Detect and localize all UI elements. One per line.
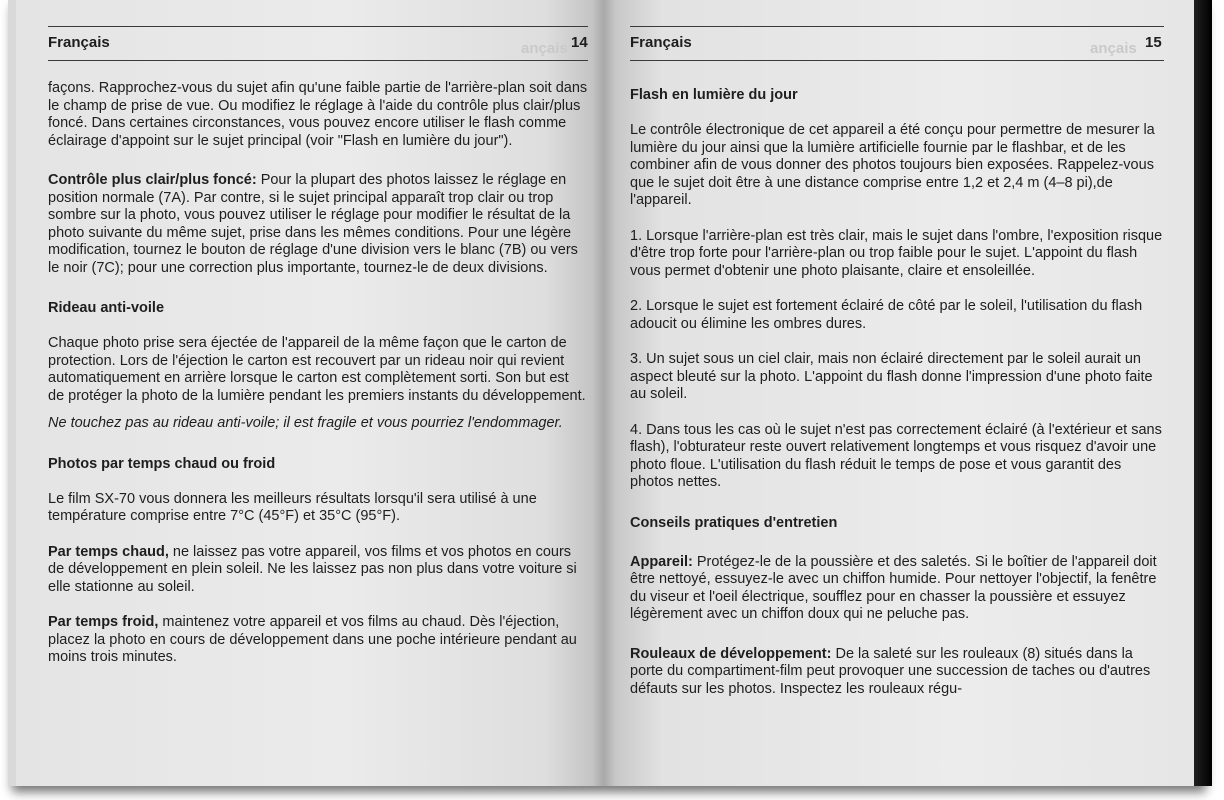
control-paragraph	[48, 172, 588, 277]
header-rule-bottom	[48, 60, 588, 61]
daylight-item-1: 1. Lorsque l'arrière-plan est très clair, mais le sujet dans l'ombre, l'exposition risque d'être trop forte pour l'arrière-plan ou trop faible pour le sujet. L'appoint du flash vous permet d'obtenir une photo plaisante, claire et ensoleillée.	[630, 227, 1163, 279]
show-through-header: ançais	[1090, 40, 1137, 57]
daylight-item-2: 2. Lorsque le sujet est fortement éclairé de côté par le soleil, l'utilisation du flash adoucit ou élimine les ombres dures.	[630, 298, 1143, 332]
hot-weather-paragraph	[48, 544, 588, 597]
curtain-heading: Rideau anti-voile	[48, 300, 165, 316]
control-text: Pour la plupart des photos laissez le réglage en position normale (7A). Par contre, si le sujet principal apparaît trop clair ou trop sombre sur la photo, vous pouvez utiliser le réglage pour modifier le résultat de la photo suivante du même sujet, prise dans les mêmes conditions. Pour une légère modification, tournez le bouton de réglage d'une division vers le blanc (7B) ou vers le noir (7C); pour une correction plus importante, tournez-le de deux divisions.	[48, 172, 578, 276]
cold-weather-paragraph	[48, 614, 588, 667]
left-page	[16, 0, 604, 786]
right-page-body	[630, 80, 1164, 698]
care-heading: Conseils pratiques d'entretien	[630, 514, 838, 531]
page-number: 15	[1145, 34, 1162, 51]
header-rule-bottom	[630, 60, 1164, 61]
daylight-heading: Flash en lumière du jour	[630, 87, 798, 103]
right-page	[604, 0, 1194, 786]
page-language-label: Français	[48, 34, 110, 51]
camera-care-label: Appareil:	[630, 553, 693, 570]
weather-body: Le film SX-70 vous donnera les meilleurs résultats lorsqu'il sera utilisé à une température comprise entre 7°C (45°F) et 35°C (95°F).	[48, 490, 537, 524]
daylight-item-3: 3. Un sujet sous un ciel clair, mais non éclairé directement par le soleil aurait un aspect bleuté sur la photo. L'appoint du flash donne l'impression d'une photo faite au soleil.	[630, 351, 1153, 402]
intro-paragraph: façons. Rapprochez-vous du sujet afin qu'une faible partie de l'arrière-plan soit dans le champ de prise de vue. Ou modifiez le réglage à l'aide du contrôle plus clair/plus foncé. Dans certaines circonstances, vous pouvez encore utiliser le flash comme éclairage d'appoint sur le sujet principal (voir "Flash en lumière du jour").	[48, 80, 588, 149]
weather-heading: Photos par temps chaud ou froid	[48, 455, 276, 472]
curtain-warning: Ne touchez pas au rideau anti-voile; il est fragile et vous pourriez l'endommager.	[48, 415, 563, 431]
rollers-paragraph	[630, 646, 1164, 699]
daylight-item-4: 4. Dans tous les cas où le sujet n'est pas correctement éclairé (à l'extérieur et sans flash), l'obturateur reste ouvert relativement longtemps et vous risquez d'avoir une photo floue. L'utilisation du flash réduit le temps de pose et vous garantit des photos nettes.	[630, 421, 1162, 490]
cold-weather-text: maintenez votre appareil et vos films au chaud. Dès l'éjection, placez la photo en cours de développement dans une poche intérieure pendant au moins trois minutes.	[48, 614, 577, 665]
header-rule-top	[48, 26, 588, 27]
hot-weather-text: ne laissez pas votre appareil, vos films et vos photos en cours de développement en plein soleil. Ne les laissez pas non plus dans votre voiture si elle stationne au soleil.	[48, 543, 577, 595]
show-through-header: ançais	[521, 40, 568, 57]
page-language-label: Français	[630, 34, 692, 51]
camera-care-text: Protégez-le de la poussière et des saletés. Si le boîtier de l'appareil doit être nettoyé, essuyez-le avec un chiffon humide. Pour nettoyer l'objectif, la fenêtre du viseur et l'oeil électrique, soufflez pour en chasser la poussière et essuyez légèrement avec un chiffon doux qui ne peluche pas.	[630, 553, 1157, 622]
hot-weather-label: Par temps chaud,	[48, 543, 169, 560]
cold-weather-label: Par temps froid,	[48, 614, 159, 630]
open-manual	[8, 0, 1202, 786]
header-rule-top	[630, 26, 1164, 27]
page-number: 14	[571, 34, 588, 51]
curtain-body: Chaque photo prise sera éjectée de l'appareil de la même façon que le carton de protection. Lors de l'éjection le carton est recouvert par un rideau noir qui revient automatiquement en arrière lorsque le carton est complètement sorti. Son but est de protéger la photo de la lumière pendant les premiers instants du développement.	[48, 335, 586, 404]
rollers-text: De la saleté sur les rouleaux (8) situés dans la porte du compartiment-film peut provoquer une succession de taches ou d'autres défauts sur les photos. Inspectez les rouleaux régu-	[630, 645, 1151, 697]
daylight-intro: Le contrôle électronique de cet appareil a été conçu pour permettre de mesurer la lumière du jour ainsi que la lumière artificielle fournie par le flashbar, et de les combiner afin de vous donner des photos toujours bien exposées. Rappelez-vous que le sujet doit être à une distance comprise entre 1,2 et 2,4 m (4–8 pi),de l'appareil.	[630, 122, 1155, 208]
book-edge-shadow	[1194, 0, 1212, 786]
left-page-body	[48, 80, 588, 667]
control-label: Contrôle plus clair/plus foncé:	[48, 172, 257, 188]
camera-care-paragraph	[630, 554, 1164, 624]
rollers-label: Rouleaux de développement:	[630, 645, 832, 662]
